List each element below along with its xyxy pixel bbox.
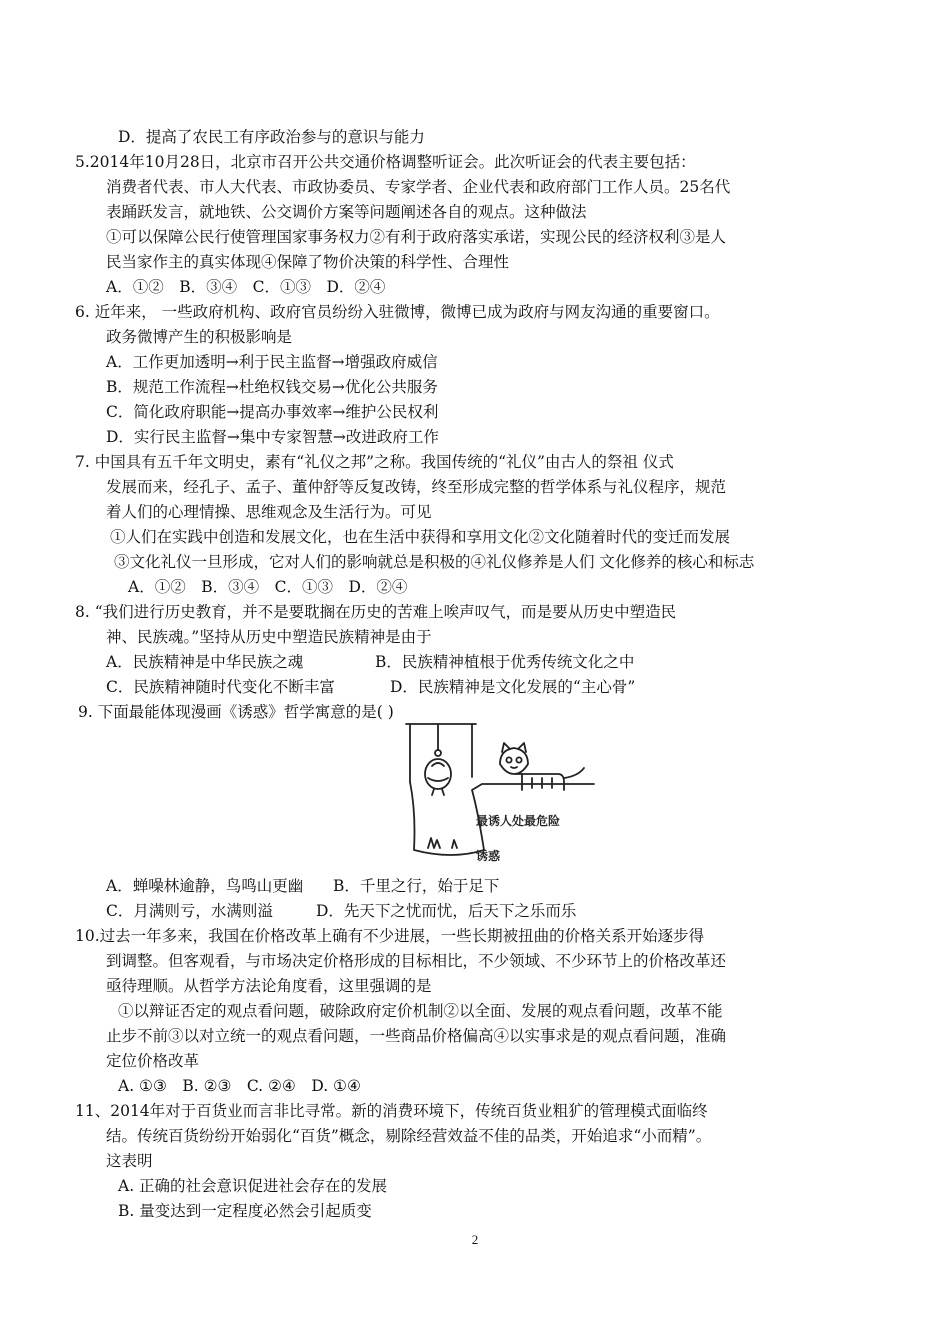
q7-statements: ①人们在实践中创造和发展文化，也在生活中获得和享用文化②文化随着时代的变迁而发展	[110, 528, 731, 546]
q5-stem: 5.2014年10月28日，北京市召开公共交通价格调整听证会。此次听证会的代表主要包括：	[75, 153, 696, 171]
q10-stem-line3: 亟待理顺。从哲学方法论角度看，这里强调的是	[106, 977, 432, 995]
q8-option-b: B．民族精神植根于优秀传统文化之中	[375, 653, 635, 671]
q11-stem-line2: 结。传统百货纷纷开始弱化“百货”概念，剔除经营效益不佳的品类，开始追求“小而精”。	[106, 1127, 712, 1145]
q11-stem-line3: 这表明	[106, 1152, 153, 1170]
q7-statements-line2: ③文化礼仪一旦形成，它对人们的影响就总是积极的④礼仪修养是人们 文化修养的核心和标志	[114, 553, 755, 571]
q7-stem-line2: 发展而来，经孔子、孟子、董仲舒等反复改铸，终至形成完整的哲学体系与礼仪程序，规范	[106, 478, 727, 496]
q6-stem: 6. 近年来， 一些政府机构、政府官员纷纷入驻微博，微博已成为政府与网友沟通的重要窗口。	[75, 303, 720, 321]
q11-option-b: B. 量变达到一定程度必然会引起质变	[118, 1202, 372, 1220]
q9-option-b: B．千里之行，始于足下	[333, 877, 500, 895]
q5-statements-line2: 民当家作主的真实体现④保障了物价决策的科学性、合理性	[106, 253, 510, 271]
q11-option-a: A. 正确的社会意识促进社会存在的发展	[118, 1177, 388, 1195]
cartoon-sign-text: 最诱人处最危险	[476, 814, 561, 828]
q5-stem-line2: 消费者代表、市人大代表、市政协委员、专家学者、企业代表和政府部门工作人员。25名代	[106, 178, 731, 196]
q7-stem: 7. 中国具有五千年文明史，素有“礼仪之邦”之称。我国传统的“礼仪”由古人的祭祖 仪式	[75, 453, 674, 471]
q5-stem-line3: 表踊跃发言，就地铁、公交调价方案等问题阐述各自的观点。这种做法	[106, 203, 587, 221]
q10-stem-line2: 到调整。但客观看，与市场决定价格形成的目标相比，不少领域、不少环节上的价格改革还	[106, 952, 727, 970]
q9-option-c: C．月满则亏，水满则溢	[106, 902, 273, 920]
q8-option-a: A．民族精神是中华民族之魂	[106, 653, 304, 671]
q8-option-d: D．民族精神是文化发展的“主心骨”	[390, 678, 636, 696]
q9-stem: 9. 下面最能体现漫画《诱惑》哲学寓意的是( )	[78, 703, 394, 721]
q8-option-c: C．民族精神随时代变化不断丰富	[106, 678, 335, 696]
q6-option-d: D．实行民主监督→集中专家智慧→改进政府工作	[106, 428, 439, 446]
q6-option-a: A．工作更加透明→利于民主监督→增强政府威信	[106, 353, 438, 371]
q10-statements-line3: 定位价格改革	[106, 1052, 200, 1070]
q7-stem-line3: 着人们的心理情操、思维观念及生活行为。可见	[106, 503, 432, 521]
q7-options: A．①② B．③④ C．①③ D．②④	[128, 578, 408, 596]
q10-statements-line2: 止步不前③以对立统一的观点看问题，一些商品价格偏高④以实事求是的观点看问题，准确	[106, 1027, 727, 1045]
page-number: 2	[471, 1232, 479, 1247]
q4-option-d: D．提高了农民工有序政治参与的意识与能力	[118, 128, 425, 146]
q5-options: A．①② B．③④ C．①③ D．②④	[106, 278, 386, 296]
q6-option-c: C．简化政府职能→提高办事效率→维护公民权利	[106, 403, 439, 421]
q11-stem: 11、2014年对于百货业而言非比寻常。新的消费环境下，传统百货业粗犷的管理模式面临终	[75, 1102, 708, 1120]
q8-stem-line2: 神、民族魂。”坚持从历史中塑造民族精神是由于	[106, 628, 432, 646]
q8-stem: 8. “我们进行历史教育，并不是要耽搁在历史的苦难上唉声叹气，而是要从历史中塑造民	[75, 603, 677, 621]
q10-options: A. ①③ B. ②③ C. ②④ D. ①④	[118, 1077, 361, 1095]
q10-statements: ①以辩证否定的观点看问题，破除政府定价机制②以全面、发展的观点看问题，改革不能	[118, 1002, 723, 1020]
q6-option-b: B．规范工作流程→杜绝权钱交易→优化公共服务	[106, 378, 438, 396]
q9-option-d: D．先天下之忧而忧，后天下之乐而乐	[316, 902, 577, 920]
temptation-cartoon	[398, 722, 598, 867]
q10-stem: 10.过去一年多来，我国在价格改革上确有不少进展，一些长期被扭曲的价格关系开始逐步得	[75, 927, 705, 945]
q5-statements: ①可以保障公民行使管理国家事务权力②有利于政府落实承诺，实现公民的经济权利③是人	[106, 228, 727, 246]
q9-option-a: A．蝉噪林逾静，鸟鸣山更幽	[106, 877, 304, 895]
cartoon-caption: 诱惑	[476, 849, 501, 863]
q6-stem-line2: 政务微博产生的积极影响是	[106, 328, 293, 346]
